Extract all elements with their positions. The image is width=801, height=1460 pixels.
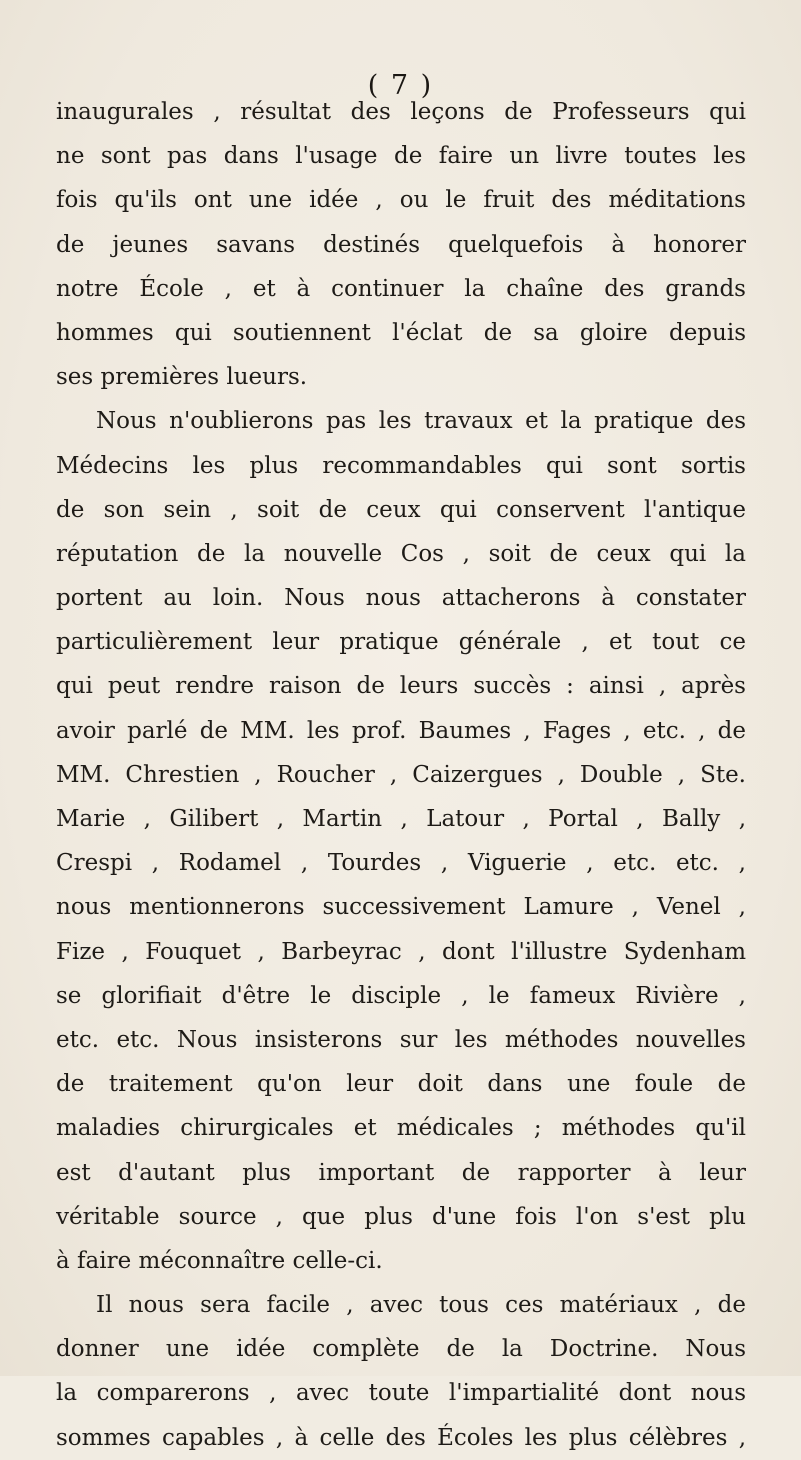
text-line: se glorifiait d'être le disciple , le fameux Rivière , [56,982,746,1009]
text-line: véritable source , que plus d'une fois l'on s'est plu [56,1203,746,1230]
text-line: ses premières lueurs. [56,364,308,391]
text-line: portent au loin. Nous nous attacherons à constater [56,585,746,612]
text-line: la comparerons , avec toute l'impartialité dont nous [56,1380,746,1407]
text-line: de traitement qu'on leur doit dans une foule de [56,1071,746,1098]
page-number: ( 7 ) [367,70,434,101]
text-line: Médecins les plus recommandables qui sont sortis [56,452,746,479]
text-line: ne sont pas dans l'usage de faire un livre toutes les [56,143,746,170]
text-line: Marie , Gilibert , Martin , Latour , Portal , Bally , [56,806,746,832]
text-line: Fize , Fouquet , Barbeyrac , dont l'illustre Sydenham [56,938,746,965]
text-line: particulièrement leur pratique générale , et tout ce [56,629,746,656]
text-line: est d'autant plus important de rapporter à leur [56,1159,746,1186]
text-line: nous mentionnerons successivement Lamure , Venel , [56,894,746,921]
text-line: réputation de la nouvelle Cos , soit de ceux qui la [56,540,746,567]
body-text [56,90,746,1460]
paragraph-start-line: Nous n'oublierons pas les travaux et la pratique des [96,408,746,435]
text-line: hommes qui soutiennent l'éclat de sa gloire depuis [56,319,746,346]
text-line: MM. Chrestien , Roucher , Caizergues , Double , Ste. [56,761,746,788]
text-line: inaugurales , résultat des leçons de Professeurs qui [56,99,746,125]
paragraph-start-line: Il nous sera facile , avec tous ces matériaux , de [96,1292,746,1319]
text-line: à faire méconnaître celle-ci. [56,1247,383,1274]
text-line: donner une idée complète de la Doctrine. Nous [56,1336,746,1363]
text-line: de jeunes savans destinés quelquefois à honorer [56,231,746,258]
text-line: sommes capables , à celle des Écoles les plus célèbres , [56,1424,746,1451]
text-line: notre École , et à continuer la chaîne des grands [56,275,746,302]
text-line: fois qu'ils ont une idée , ou le fruit des méditations [56,187,746,214]
text-line: qui peut rendre raison de leurs succès : ainsi , après [56,673,746,700]
text-line: avoir parlé de MM. les prof. Baumes , Fages , etc. , de [56,717,746,744]
text-line: de son sein , soit de ceux qui conservent l'antique [56,496,746,523]
text-line: Crespi , Rodamel , Tourdes , Viguerie , etc. etc. , [56,850,746,877]
text-line: maladies chirurgicales et médicales ; méthodes qu'il [56,1115,746,1142]
text-line: etc. etc. Nous insisterons sur les méthodes nouvelles [56,1026,746,1053]
